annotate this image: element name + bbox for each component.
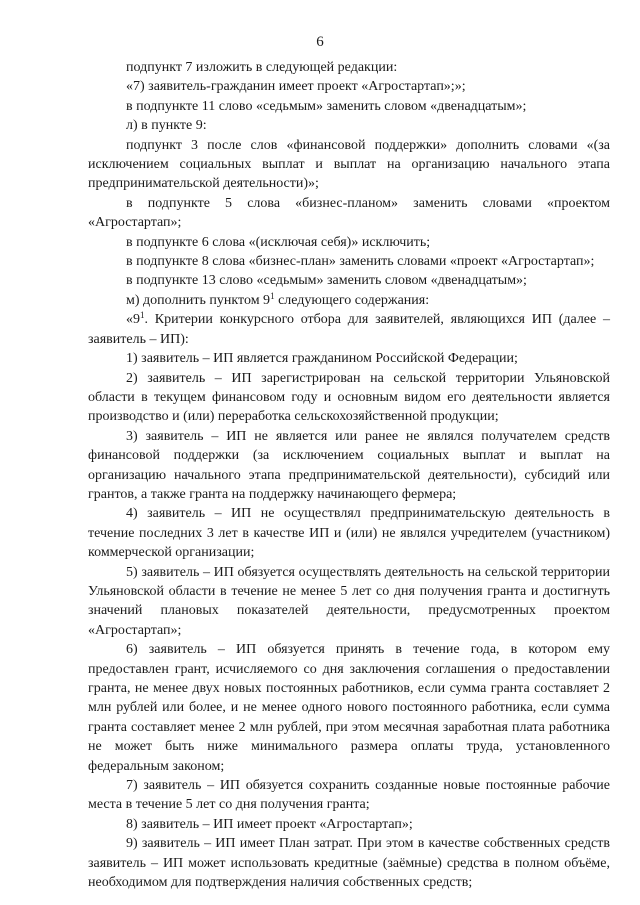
paragraph-text: м) дополнить пунктом 9 [126, 292, 271, 308]
paragraph: 1) заявитель – ИП является гражданином Российской Федерации; [126, 351, 518, 367]
paragraph: в подпункте 5 слова «бизнес-планом» заменить словами «проектом «Агростартап»; [88, 195, 610, 231]
paragraph: 5) заявитель – ИП обязуется осуществлять деятельность на сельской территории Ульяновской области в течение не менее 5 лет со дня получения гранта и достигнуть значений плановых показателей деятельности, предусмотренных проектом «Агростартап»; [88, 564, 610, 638]
paragraph: л) в пункте 9: [126, 118, 207, 134]
superscript: 1 [140, 310, 145, 321]
paragraph: «7) заявитель-гражданин имеет проект «Агростартап»;»; [126, 79, 466, 95]
paragraph: в подпункте 11 слово «седьмым» заменить словом «двенадцатым»; [126, 98, 527, 114]
paragraph-text: «9 [126, 312, 140, 328]
paragraph: в подпункте 13 слово «седьмым» заменить словом «двенадцатым»; [126, 273, 527, 289]
paragraph: подпункт 7 изложить в следующей редакции: [126, 60, 398, 75]
paragraph: в подпункте 6 слова «(исключая себя)» исключить; [126, 234, 431, 250]
paragraph: 4) заявитель – ИП не осуществлял предпринимательскую деятельность в течение последних 3 лет в качестве ИП и (или) не являлся учредителем (участником) коммерческой организации; [88, 506, 610, 561]
paragraph [88, 310, 610, 349]
paragraph: 6) заявитель – ИП обязуется принять в течение года, в котором ему предоставлен грант, исчисляемого со дня заключения соглашения о предоставлении гранта, не менее двух новых постоянных работников, если сумма гранта составляет 2 млн рублей или более, и не менее одного нового постоянного работника, если сумма гранта составляет менее 2 млн рублей, при этом месячная заработная плата работника не может быть ниже минимального размера оплаты труда, установленного федеральным законом; [88, 642, 610, 774]
superscript: 1 [270, 290, 275, 301]
paragraph: 9) заявитель – ИП имеет План затрат. При этом в качестве собственных средств заявитель – ИП может использовать кредитные (заёмные) средства в полном объёме, необходимом для подтверждения наличия собственных средств; [88, 836, 610, 891]
paragraph [88, 291, 610, 310]
paragraph-text: . Критерии конкурсного отбора для заявителей, являющихся ИП (далее – заявитель – ИП): [88, 312, 610, 347]
paragraph: подпункт 3 после слов «финансовой поддержки» дополнить словами «(за исключением социальных выплат и выплат на организацию начального этапа предпринимательской деятельности)»; [88, 137, 610, 192]
paragraph: 2) заявитель – ИП зарегистрирован на сельской территории Ульяновской области в текущем финансовом году и основным видом его деятельности является производство и (или) переработка сельскохозяйственной продукции; [88, 370, 610, 425]
paragraph: в подпункте 8 слова «бизнес-план» заменить словами «проект «Агростартап»; [126, 254, 595, 270]
paragraph: 8) заявитель – ИП имеет проект «Агростартап»; [126, 816, 413, 832]
paragraph: 7) заявитель – ИП обязуется сохранить созданные новые постоянные рабочие места в течение 5 лет со дня получения гранта; [88, 778, 610, 813]
paragraph-text: следующего содержания: [274, 292, 430, 308]
paragraph: 3) заявитель – ИП не является или ранее не являлся получателем средств финансовой поддержки (за исключением социальных выплат и выплат на организацию начального этапа предпринимательской деятельности), субсидий или грантов, а также гранта на поддержку начинающего фермера; [88, 428, 610, 502]
page-number: 6 [316, 34, 324, 50]
document-body [88, 58, 610, 892]
